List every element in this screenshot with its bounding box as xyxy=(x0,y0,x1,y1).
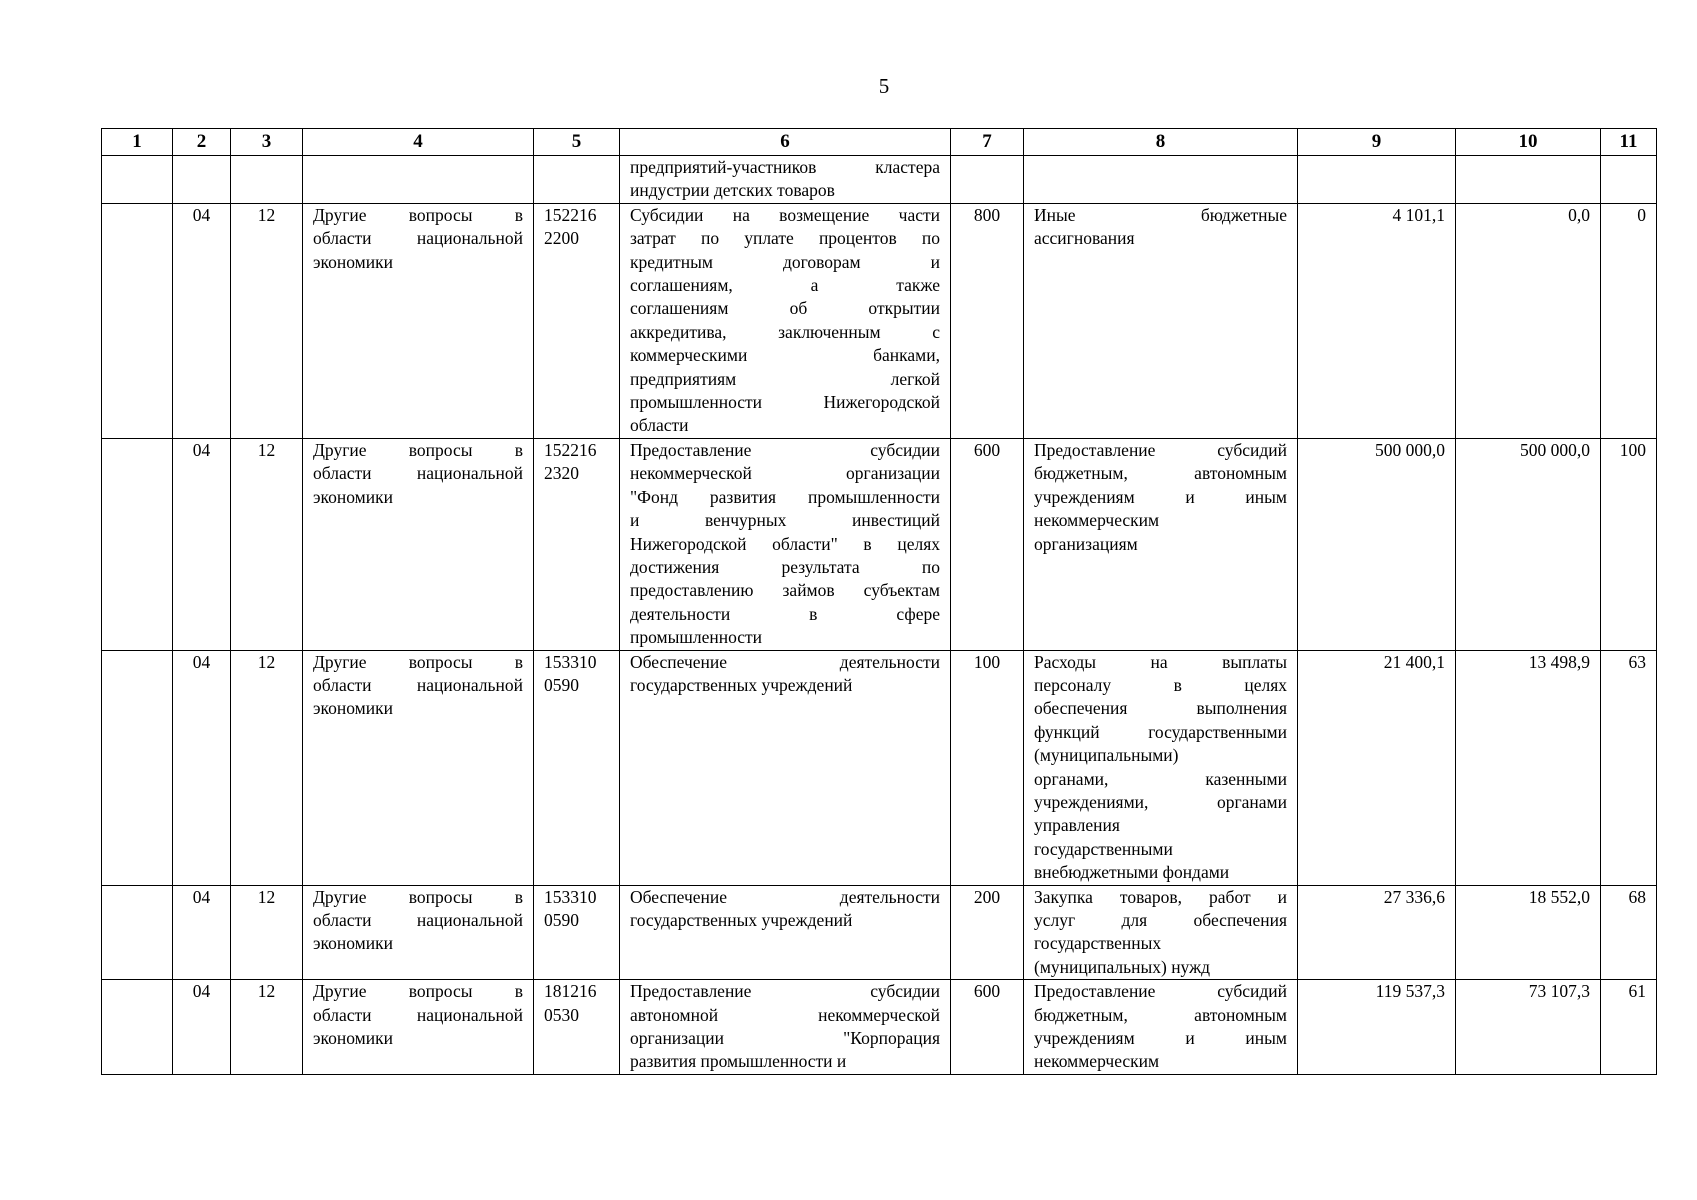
col-header-4: 4 xyxy=(303,129,534,156)
cell-col1 xyxy=(102,980,173,1075)
cell-target-code-line: 2200 xyxy=(544,228,579,249)
cell-expense-name-line: ассигнования xyxy=(1034,228,1135,249)
cell-expense-type: 600 xyxy=(951,438,1024,650)
cell-section-name-line: Другие вопросы в xyxy=(313,981,523,1002)
cell-target-name-line: предприятиям легкой xyxy=(630,368,940,389)
cell-expense-type: 200 xyxy=(951,885,1024,980)
cell-planned: 119 537,3 xyxy=(1298,980,1456,1075)
cell-section-name xyxy=(303,885,534,980)
cell-col1 xyxy=(102,885,173,980)
cell-target-name xyxy=(620,203,951,438)
cell-expense-name-line: некоммерческим xyxy=(1034,510,1160,531)
cell-section-name-line: Другие вопросы в xyxy=(313,886,523,907)
cell-target-code xyxy=(534,650,620,885)
cell-target-code-line: 153310 xyxy=(544,651,597,672)
cell-planned: 21 400,1 xyxy=(1298,650,1456,885)
cell-target-name xyxy=(620,885,951,980)
cell-percent: 68 xyxy=(1601,885,1657,980)
cell-section: 04 xyxy=(173,980,231,1075)
cell-expense-name-line: государственных xyxy=(1034,933,1162,954)
cell-target-name-line: индустрии детских товаров xyxy=(630,180,835,201)
cell-section-name-line: экономики xyxy=(313,933,393,954)
cell-subsection: 12 xyxy=(231,885,303,980)
col-header-2: 2 xyxy=(173,129,231,156)
col-header-11: 11 xyxy=(1601,129,1657,156)
cell-target-name-line: государственных учреждений xyxy=(630,910,853,930)
cell-target-name-line: соглашениям об открытии xyxy=(630,298,940,319)
page-number: 5 xyxy=(878,74,890,98)
cell-percent: 0 xyxy=(1601,203,1657,438)
cell-target-code xyxy=(534,156,620,204)
cell-target-name-line: предприятий-участников кластера xyxy=(630,157,940,177)
cell-expense-name xyxy=(1024,203,1298,438)
cell-section-name-line: Другие вопросы в xyxy=(313,204,523,225)
cell-expense-name-line: государственными xyxy=(1034,838,1173,859)
cell-target-name-line: Предоставление субсидии xyxy=(630,439,940,460)
cell-executed xyxy=(1456,156,1601,204)
cell-section-name-line: области национальной xyxy=(313,228,523,249)
cell-planned xyxy=(1298,156,1456,204)
cell-target-name xyxy=(620,438,951,650)
cell-percent: 63 xyxy=(1601,650,1657,885)
cell-expense-name-line: услуг для обеспечения xyxy=(1034,910,1287,930)
cell-col1 xyxy=(102,203,173,438)
cell-executed: 13 498,9 xyxy=(1456,650,1601,885)
cell-section-name-line: области национальной xyxy=(313,910,523,930)
cell-subsection: 12 xyxy=(231,438,303,650)
cell-expense-type: 600 xyxy=(951,980,1024,1075)
cell-col1 xyxy=(102,438,173,650)
cell-target-name-line: промышленности xyxy=(630,627,763,648)
cell-planned: 4 101,1 xyxy=(1298,203,1456,438)
cell-expense-name-line: (муниципальными) xyxy=(1034,745,1179,766)
cell-section: 04 xyxy=(173,203,231,438)
cell-target-name-line: предоставлению займов субъектам xyxy=(630,580,940,601)
cell-expense-name-line: организациям xyxy=(1034,533,1138,554)
cell-section xyxy=(173,156,231,204)
cell-expense-name xyxy=(1024,438,1298,650)
cell-percent: 100 xyxy=(1601,438,1657,650)
cell-target-name-line: Обеспечение деятельности xyxy=(630,651,940,672)
cell-expense-name-line: некоммерческим xyxy=(1034,1051,1160,1072)
cell-target-name-line: Обеспечение деятельности xyxy=(630,886,940,907)
table-body xyxy=(102,156,1657,1075)
cell-section-name xyxy=(303,203,534,438)
cell-target-name-line: организации "Корпорация xyxy=(630,1028,940,1049)
cell-expense-name-line: бюджетным, автономным xyxy=(1034,1004,1287,1025)
cell-section-name-line: экономики xyxy=(313,251,393,272)
cell-target-name-line: области xyxy=(630,415,689,436)
col-header-1: 1 xyxy=(102,129,173,156)
cell-target-name-line: промышленности Нижегородской xyxy=(630,392,940,413)
cell-target-name-line: "Фонд развития промышленности xyxy=(630,486,940,507)
cell-expense-name xyxy=(1024,650,1298,885)
cell-section-name-line: области национальной xyxy=(313,1004,523,1025)
cell-executed: 73 107,3 xyxy=(1456,980,1601,1075)
cell-expense-name xyxy=(1024,885,1298,980)
cell-expense-name-line: бюджетным, автономным xyxy=(1034,463,1287,484)
cell-expense-name-line: учреждениям и иным xyxy=(1034,486,1287,507)
cell-target-code-line: 0590 xyxy=(544,674,579,695)
header-row xyxy=(102,129,1657,156)
cell-section: 04 xyxy=(173,885,231,980)
cell-target-code xyxy=(534,203,620,438)
col-header-3: 3 xyxy=(231,129,303,156)
cell-target-name-line: Предоставление субсидии xyxy=(630,981,940,1002)
cell-target-code-line: 0530 xyxy=(544,1004,579,1025)
cell-expense-type: 800 xyxy=(951,203,1024,438)
cell-target-code-line: 2320 xyxy=(544,463,579,484)
table-row xyxy=(102,980,1657,1075)
cell-target-name-line: затрат по уплате процентов по xyxy=(630,228,940,249)
cell-target-name-line: коммерческими банками, xyxy=(630,345,940,366)
cell-section-name xyxy=(303,156,534,204)
cell-section-name xyxy=(303,980,534,1075)
cell-section-name-line: Другие вопросы в xyxy=(313,439,523,460)
cell-section-name-line: области национальной xyxy=(313,674,523,695)
cell-target-name-line: деятельности в сфере xyxy=(630,603,940,624)
cell-expense-name-line: персоналу в целях xyxy=(1034,674,1287,695)
cell-col1 xyxy=(102,156,173,204)
cell-expense-name-line: органами, казенными xyxy=(1034,768,1287,789)
cell-target-code xyxy=(534,438,620,650)
table-row xyxy=(102,156,1657,204)
cell-target-code-line: 181216 xyxy=(544,981,597,1002)
col-header-10: 10 xyxy=(1456,129,1601,156)
cell-percent xyxy=(1601,156,1657,204)
cell-target-name xyxy=(620,650,951,885)
cell-planned: 27 336,6 xyxy=(1298,885,1456,980)
cell-section-name xyxy=(303,650,534,885)
cell-expense-type xyxy=(951,156,1024,204)
cell-expense-name-line: Закупка товаров, работ и xyxy=(1034,886,1287,907)
cell-expense-name-line: внебюджетными фондами xyxy=(1034,862,1230,883)
cell-section-name-line: области национальной xyxy=(313,463,523,484)
cell-target-name-line: и венчурных инвестиций xyxy=(630,510,940,531)
cell-section-name-line: экономики xyxy=(313,698,393,719)
cell-section-name-line: Другие вопросы в xyxy=(313,651,523,672)
cell-target-code-line: 153310 xyxy=(544,886,597,907)
cell-target-name-line: соглашениям, а также xyxy=(630,275,940,296)
cell-expense-name-line: Предоставление субсидий xyxy=(1034,981,1287,1002)
cell-target-name-line: автономной некоммерческой xyxy=(630,1004,940,1025)
cell-section-name xyxy=(303,438,534,650)
col-header-8: 8 xyxy=(1024,129,1298,156)
cell-target-name-line: Субсидии на возмещение части xyxy=(630,204,940,225)
cell-expense-name-line: обеспечения выполнения xyxy=(1034,698,1287,719)
cell-subsection xyxy=(231,156,303,204)
cell-target-name-line: кредитным договорам и xyxy=(630,251,940,272)
col-header-5: 5 xyxy=(534,129,620,156)
cell-target-code xyxy=(534,980,620,1075)
cell-col1 xyxy=(102,650,173,885)
cell-expense-name-line: учреждениями, органами xyxy=(1034,791,1287,812)
cell-expense-name-line: Иные бюджетные xyxy=(1034,204,1287,225)
cell-expense-name-line: функций государственными xyxy=(1034,721,1287,742)
cell-planned: 500 000,0 xyxy=(1298,438,1456,650)
cell-target-name xyxy=(620,980,951,1075)
cell-target-code-line: 152216 xyxy=(544,439,597,460)
cell-target-code-line: 152216 xyxy=(544,204,597,225)
table-row xyxy=(102,203,1657,438)
cell-target-name-line: аккредитива, заключенным с xyxy=(630,321,940,342)
cell-target-name xyxy=(620,156,951,204)
cell-expense-name-line: (муниципальных) нужд xyxy=(1034,956,1211,977)
cell-expense-name xyxy=(1024,156,1298,204)
cell-subsection: 12 xyxy=(231,650,303,885)
cell-subsection: 12 xyxy=(231,980,303,1075)
cell-target-code-line: 0590 xyxy=(544,910,579,930)
cell-target-name-line: Нижегородской области" в целях xyxy=(630,533,940,554)
cell-section: 04 xyxy=(173,438,231,650)
table-row xyxy=(102,650,1657,885)
table-row xyxy=(102,438,1657,650)
col-header-7: 7 xyxy=(951,129,1024,156)
col-header-6: 6 xyxy=(620,129,951,156)
budget-table xyxy=(101,128,1657,1075)
cell-expense-name-line: управления xyxy=(1034,815,1120,836)
cell-target-name-line: достижения результата по xyxy=(630,556,940,577)
col-header-9: 9 xyxy=(1298,129,1456,156)
cell-executed: 0,0 xyxy=(1456,203,1601,438)
cell-subsection: 12 xyxy=(231,203,303,438)
cell-executed: 18 552,0 xyxy=(1456,885,1601,980)
cell-expense-name-line: Предоставление субсидий xyxy=(1034,439,1287,460)
cell-percent: 61 xyxy=(1601,980,1657,1075)
cell-expense-name-line: Расходы на выплаты xyxy=(1034,651,1287,672)
cell-expense-name-line: учреждениям и иным xyxy=(1034,1028,1287,1049)
cell-target-name-line: некоммерческой организации xyxy=(630,463,940,484)
cell-executed: 500 000,0 xyxy=(1456,438,1601,650)
cell-section: 04 xyxy=(173,650,231,885)
cell-target-name-line: государственных учреждений xyxy=(630,674,853,695)
table-row xyxy=(102,885,1657,980)
cell-target-name-line: развития промышленности и xyxy=(630,1051,847,1072)
cell-expense-type: 100 xyxy=(951,650,1024,885)
cell-target-code xyxy=(534,885,620,980)
cell-expense-name xyxy=(1024,980,1298,1075)
cell-section-name-line: экономики xyxy=(313,1028,393,1049)
cell-section-name-line: экономики xyxy=(313,486,393,507)
